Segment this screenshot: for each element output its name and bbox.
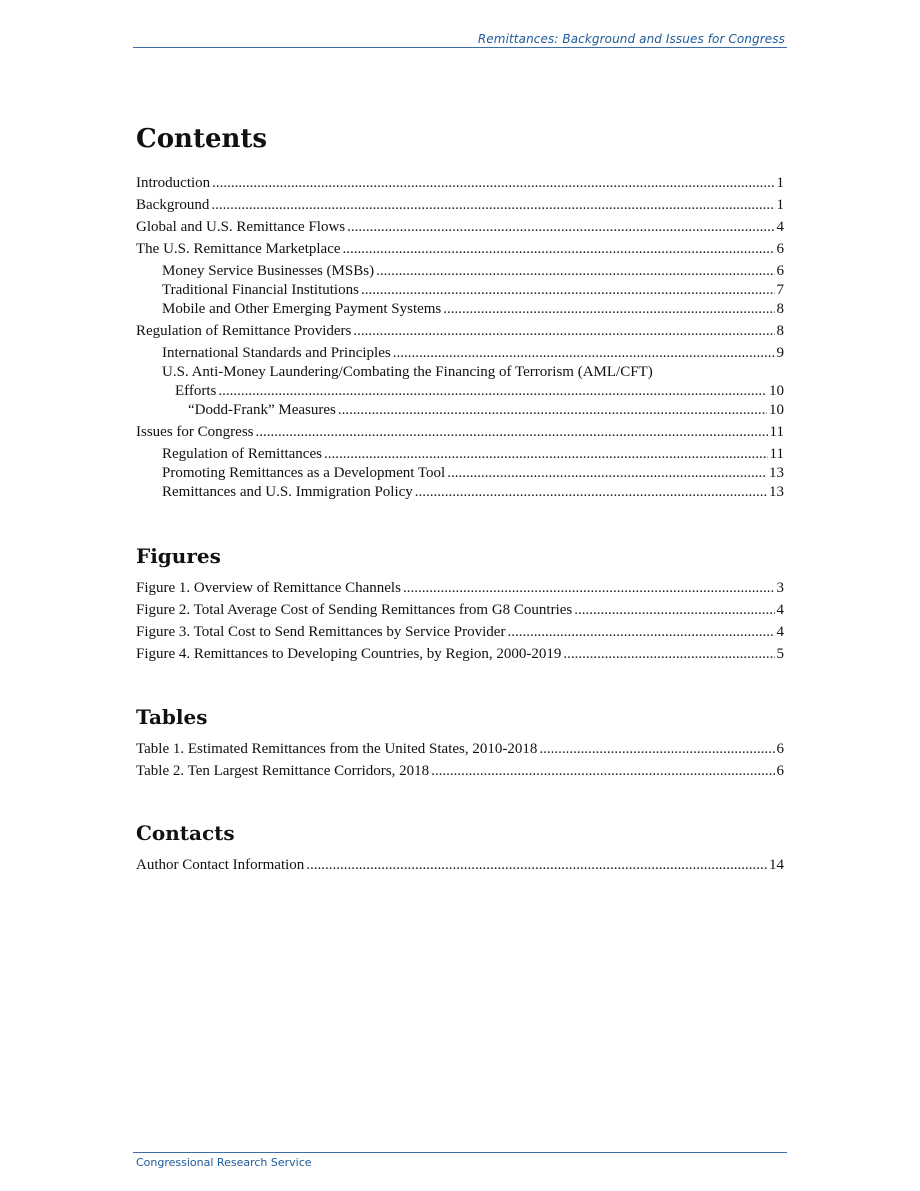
leader-dots <box>361 281 775 300</box>
toc-entry-page: 9 <box>776 345 784 361</box>
figure-entry-3[interactable] <box>136 623 784 642</box>
toc-entry-label: Remittances and U.S. Immigration Policy <box>162 484 413 500</box>
toc-entry-label: Introduction <box>136 175 211 191</box>
toc-entry-label: Money Service Businesses (MSBs) <box>162 263 375 279</box>
leader-dots <box>447 464 767 483</box>
table-entry-page: 6 <box>776 763 784 779</box>
footer-org: Congressional Research Service <box>136 1156 312 1169</box>
leader-dots <box>415 483 767 502</box>
toc-entry-label: Issues for Congress <box>136 424 254 440</box>
contact-entry-page: 14 <box>769 857 784 873</box>
leader-dots <box>393 344 775 363</box>
leader-dots <box>376 262 774 281</box>
footer-rule <box>133 1152 787 1153</box>
toc-entry-aml-cft-cont[interactable] <box>136 382 784 401</box>
leader-dots <box>353 322 774 341</box>
toc-entry-page: 8 <box>776 323 784 339</box>
toc-entry-label: Regulation of Remittance Providers <box>136 323 352 339</box>
leader-dots <box>443 300 774 319</box>
toc-entry-label: Traditional Financial Institutions <box>162 282 359 298</box>
toc-entry-label: Background <box>136 197 210 213</box>
leader-dots <box>343 240 775 259</box>
leader-dots <box>211 196 774 215</box>
figure-entry-page: 4 <box>776 602 784 618</box>
table-entry-page: 6 <box>776 741 784 757</box>
toc-entry-page: 7 <box>776 282 784 298</box>
toc-entry-label: Mobile and Other Emerging Payment Systems <box>162 301 442 317</box>
toc-entry-dodd-frank[interactable] <box>136 401 784 420</box>
toc-entry-page: 11 <box>769 424 784 440</box>
contact-entry-label: Author Contact Information <box>136 857 305 873</box>
leader-dots <box>539 740 774 759</box>
leader-dots <box>338 401 767 420</box>
leader-dots <box>347 218 774 237</box>
toc-entry-page: 11 <box>769 446 784 462</box>
toc-entry-label: Global and U.S. Remittance Flows <box>136 219 346 235</box>
leader-dots <box>574 601 774 620</box>
toc-entry-label: U.S. Anti-Money Laundering/Combating the Financing of Terrorism (AML/CFT) <box>162 364 653 380</box>
figure-entry-label: Figure 2. Total Average Cost of Sending Remittances from G8 Countries <box>136 602 573 618</box>
leader-dots <box>324 445 768 464</box>
toc-entry-page: 6 <box>776 241 784 257</box>
figure-entry-4[interactable] <box>136 645 784 664</box>
toc-entry-label: International Standards and Principles <box>162 345 391 361</box>
figure-entry-page: 5 <box>776 646 784 662</box>
leader-dots <box>431 762 774 781</box>
toc-entry-regulation-remittances[interactable] <box>136 445 784 464</box>
toc-entry-label: “Dodd-Frank” Measures <box>188 402 336 418</box>
toc-entry-label-cont: Efforts <box>175 383 217 399</box>
figure-entry-label: Figure 4. Remittances to Developing Countries, by Region, 2000-2019 <box>136 646 562 662</box>
leader-dots <box>403 579 775 598</box>
toc-entry-label: The U.S. Remittance Marketplace <box>136 241 341 257</box>
leader-dots <box>306 856 767 875</box>
toc-entry-intl-standards[interactable] <box>136 344 784 363</box>
toc-entry-label: Regulation of Remittances <box>162 446 322 462</box>
table-entry-label: Table 2. Ten Largest Remittance Corridors, 2018 <box>136 763 430 779</box>
toc-entry-page: 10 <box>769 383 784 399</box>
leader-dots <box>218 382 767 401</box>
running-header: Remittances: Background and Issues for Congress <box>477 32 785 46</box>
toc-entry-msbs[interactable] <box>136 262 784 281</box>
figure-entry-label: Figure 3. Total Cost to Send Remittances by Service Provider <box>136 624 506 640</box>
toc-entry-page: 4 <box>776 219 784 235</box>
contact-entry-author[interactable] <box>136 856 784 875</box>
leader-dots <box>212 174 774 193</box>
contacts-list <box>136 856 784 875</box>
table-entry-2[interactable] <box>136 762 784 781</box>
leader-dots <box>507 623 774 642</box>
figure-entry-label: Figure 1. Overview of Remittance Channels <box>136 580 401 596</box>
leader-dots <box>563 645 774 664</box>
toc-entry-issues[interactable] <box>136 423 784 442</box>
table-entry-label: Table 1. Estimated Remittances from the United States, 2010-2018 <box>136 741 538 757</box>
toc-entry-page: 1 <box>776 197 784 213</box>
toc-entry-development-tool[interactable] <box>136 464 784 483</box>
figure-entry-1[interactable] <box>136 579 784 598</box>
contents-heading: Contents <box>136 124 268 154</box>
table-entry-1[interactable] <box>136 740 784 759</box>
toc-entry-aml-cft[interactable] <box>136 363 784 382</box>
toc-entry-introduction[interactable] <box>136 174 784 193</box>
contacts-heading: Contacts <box>136 821 235 845</box>
figures-list <box>136 579 784 664</box>
toc-entry-remittance-flows[interactable] <box>136 218 784 237</box>
toc-entry-page: 8 <box>776 301 784 317</box>
figure-entry-page: 3 <box>776 580 784 596</box>
figures-heading: Figures <box>136 544 221 568</box>
toc-entry-immigration[interactable] <box>136 483 784 502</box>
toc-entry-background[interactable] <box>136 196 784 215</box>
figure-entry-page: 4 <box>776 624 784 640</box>
figure-entry-2[interactable] <box>136 601 784 620</box>
toc-entry-page: 13 <box>769 484 784 500</box>
toc-entry-page: 6 <box>776 263 784 279</box>
toc-entry-mobile[interactable] <box>136 300 784 319</box>
leader-dots <box>256 423 768 442</box>
toc-entry-page: 13 <box>769 465 784 481</box>
toc-entry-page: 1 <box>776 175 784 191</box>
toc-entry-label: Promoting Remittances as a Development Tool <box>162 465 446 481</box>
tables-list <box>136 740 784 781</box>
contents-list <box>136 174 784 502</box>
toc-entry-page: 10 <box>769 402 784 418</box>
toc-entry-marketplace[interactable] <box>136 240 784 259</box>
header-rule <box>133 47 787 48</box>
toc-entry-regulation[interactable] <box>136 322 784 341</box>
toc-entry-traditional-fi[interactable] <box>136 281 784 300</box>
tables-heading: Tables <box>136 705 208 729</box>
